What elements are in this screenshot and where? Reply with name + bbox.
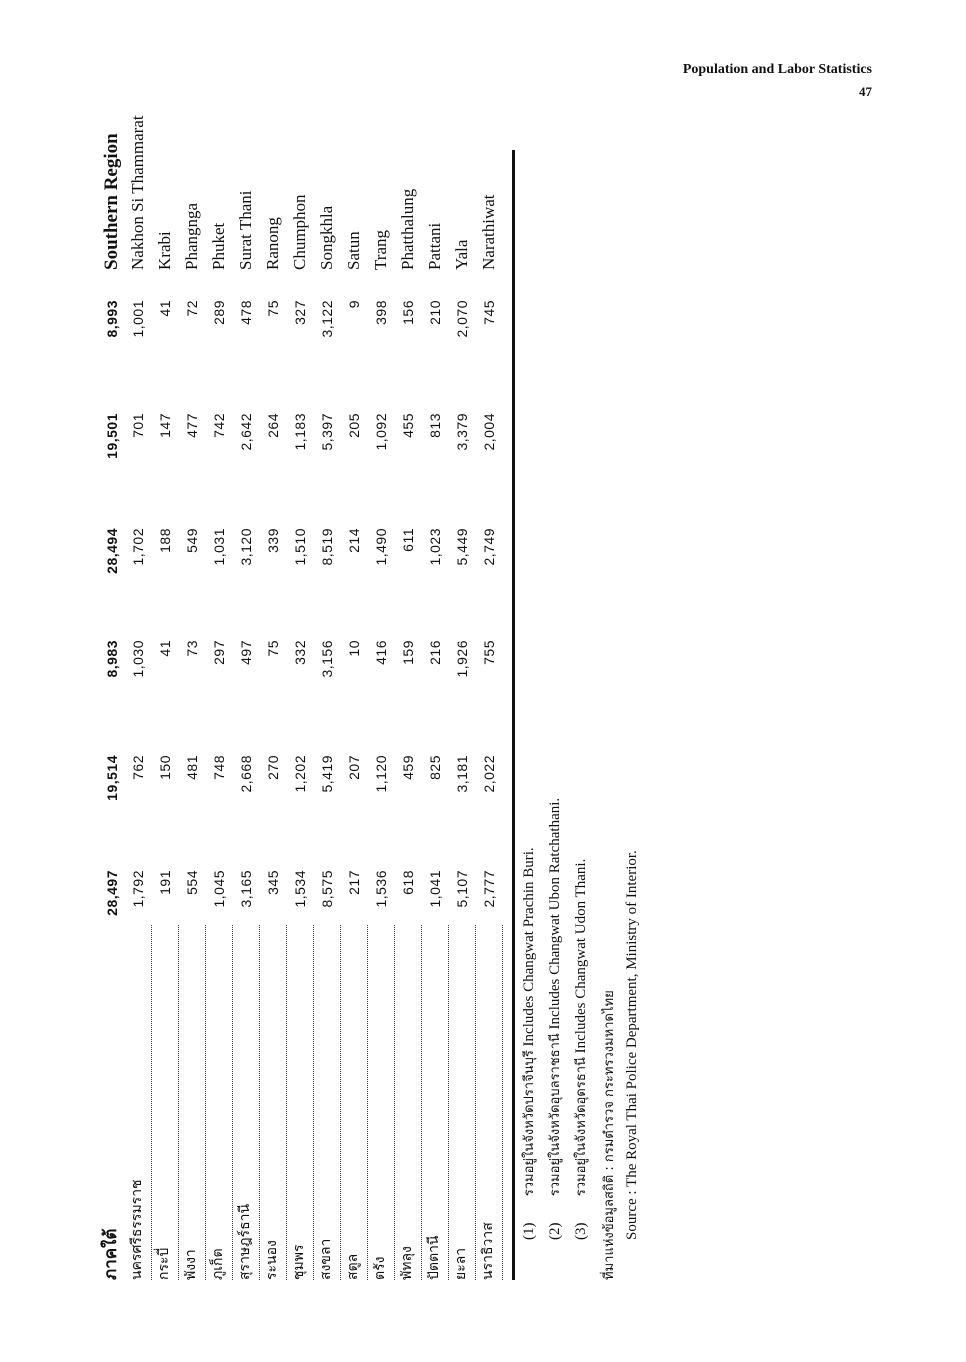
value-cell: 210 [427, 300, 443, 325]
thai-province-label: ยะลา [450, 925, 476, 1280]
value-cell: 745 [481, 300, 497, 325]
footnote-english: Includes Changwat Ubon Ratchathani. [547, 797, 563, 1030]
value-cell: 72 [184, 300, 200, 317]
value-cell: 1,536 [373, 870, 389, 908]
footnote [518, 798, 544, 1240]
thai-region-label: ภาคใต้ [101, 1228, 121, 1280]
table-row [450, 165, 476, 1280]
value-cell: 497 [238, 640, 254, 665]
value-cell: 19,514 [104, 755, 120, 801]
thai-province-label: ระนอง [261, 925, 287, 1280]
value-cell: 1,792 [130, 870, 146, 908]
value-cell: 75 [265, 640, 281, 657]
value-cell: 549 [184, 528, 200, 553]
thai-province-label: ชุมพร [288, 925, 314, 1280]
table-row [369, 165, 395, 1280]
value-cell: 3,181 [454, 755, 470, 793]
footnotes [518, 798, 596, 1240]
value-cell: 5,419 [319, 755, 335, 793]
table-row-total [100, 133, 126, 1280]
thai-province-label: กระบี่ [153, 925, 179, 1280]
thai-province-label: สตูล [342, 925, 368, 1280]
value-cell: 339 [265, 528, 281, 553]
value-cell: 327 [292, 300, 308, 325]
value-cell: 8,983 [104, 640, 120, 678]
value-cell: 264 [265, 413, 281, 438]
value-cell: 1,702 [130, 528, 146, 566]
table-row [423, 165, 449, 1280]
value-cell: 701 [130, 413, 146, 438]
table-row [342, 165, 368, 1280]
value-cell: 207 [346, 755, 362, 780]
thai-province-label: ปัตตานี [423, 925, 449, 1280]
value-cell: 3,156 [319, 640, 335, 678]
value-cell: 5,449 [454, 528, 470, 566]
table-row [234, 165, 260, 1280]
value-cell: 477 [184, 413, 200, 438]
value-cell: 205 [346, 413, 362, 438]
value-cell: 2,777 [481, 870, 497, 908]
footnote-english: Includes Changwat Udon Thani. [573, 858, 589, 1054]
value-cell: 3,379 [454, 413, 470, 451]
value-cell: 416 [373, 640, 389, 665]
value-cell: 1,045 [211, 870, 227, 908]
thai-province-label: พัทลุง [396, 925, 422, 1280]
value-cell: 5,397 [319, 413, 335, 451]
value-cell: 1,534 [292, 870, 308, 908]
thai-province-label: สุราษฎร์ธานี [234, 925, 260, 1280]
english-province-label: Phangnga [182, 202, 201, 270]
value-cell: 73 [184, 640, 200, 657]
table-bottom-rule [512, 150, 515, 1280]
value-cell: 10 [346, 640, 362, 657]
source-english: Source : The Royal Thai Police Department, Ministry of Interior. [624, 850, 640, 1240]
table-row [126, 115, 152, 1280]
value-cell: 2,004 [481, 413, 497, 451]
value-cell: 455 [400, 413, 416, 438]
value-cell: 1,023 [427, 528, 443, 566]
value-cell: 1,120 [373, 755, 389, 793]
value-cell: 217 [346, 870, 362, 895]
value-cell: 1,926 [454, 640, 470, 678]
value-cell: 825 [427, 755, 443, 780]
value-cell: 762 [130, 755, 146, 780]
value-cell: 742 [211, 413, 227, 438]
value-cell: 1,030 [130, 640, 146, 678]
value-cell: 3,165 [238, 870, 254, 908]
value-cell: 19,501 [104, 413, 120, 459]
footnote [570, 798, 596, 1240]
value-cell: 481 [184, 755, 200, 780]
value-cell: 3,122 [319, 300, 335, 338]
value-cell: 618 [400, 870, 416, 895]
value-cell: 8,575 [319, 870, 335, 908]
value-cell: 1,183 [292, 413, 308, 451]
value-cell: 75 [265, 300, 281, 317]
thai-province-label: ภูเก็ต [207, 925, 233, 1280]
english-province-label: Phatthalung [398, 188, 417, 270]
value-cell: 2,642 [238, 413, 254, 451]
value-cell: 216 [427, 640, 443, 665]
footnote-marker: (3) [573, 1222, 589, 1240]
table-row [207, 165, 233, 1280]
thai-province-label: นราธิวาส [477, 925, 503, 1280]
table-row [288, 165, 314, 1280]
value-cell: 28,494 [104, 528, 120, 574]
section-title: Population and Labor Statistics [682, 62, 872, 77]
value-cell: 191 [157, 870, 173, 895]
rotated-table-block [90, 115, 650, 1280]
table-row [315, 165, 341, 1280]
english-province-label: Nakhon Si Thammarat [128, 115, 147, 270]
table-row [477, 165, 503, 1280]
value-cell: 1,031 [211, 528, 227, 566]
english-province-label: Ranong [263, 217, 282, 270]
value-cell: 297 [211, 640, 227, 665]
english-province-label: Pattani [425, 222, 444, 270]
value-cell: 156 [400, 300, 416, 325]
table-row [180, 165, 206, 1280]
value-cell: 2,070 [454, 300, 470, 338]
footnote-marker: (1) [521, 1222, 537, 1240]
value-cell: 188 [157, 528, 173, 553]
value-cell: 459 [400, 755, 416, 780]
table-row [396, 165, 422, 1280]
value-cell: 2,668 [238, 755, 254, 793]
thai-province-label: พังงา [180, 925, 206, 1280]
footnote-marker: (2) [547, 1222, 563, 1240]
english-province-label: Songkhla [317, 205, 336, 270]
value-cell: 2,022 [481, 755, 497, 793]
source-thai: ที่มาแห่งข้อมูลสถิติ : กรมตำรวจ กระทรวงมหาดไทย [602, 990, 617, 1280]
english-province-label: Trang [371, 230, 390, 270]
value-cell: 8,993 [104, 300, 120, 338]
value-cell: 41 [157, 300, 173, 317]
value-cell: 755 [481, 640, 497, 665]
value-cell: 5,107 [454, 870, 470, 908]
footnote-thai: รวมอยู่ในจังหวัดอุดรธานี [574, 1057, 589, 1197]
value-cell: 611 [400, 528, 416, 552]
value-cell: 159 [400, 640, 416, 665]
value-cell: 41 [157, 640, 173, 657]
english-province-label: Satun [344, 231, 363, 270]
value-cell: 1,490 [373, 528, 389, 566]
value-cell: 748 [211, 755, 227, 780]
value-cell: 150 [157, 755, 173, 780]
thai-province-label: นครศรีธรรมราช [126, 925, 152, 1280]
value-cell: 289 [211, 300, 227, 325]
value-cell: 3,120 [238, 528, 254, 566]
value-cell: 813 [427, 413, 443, 438]
english-province-label: Narathiwat [479, 194, 498, 270]
value-cell: 28,497 [104, 870, 120, 916]
value-cell: 270 [265, 755, 281, 780]
value-cell: 332 [292, 640, 308, 665]
page-header [683, 62, 872, 100]
english-region-label: Southern Region [101, 133, 122, 270]
value-cell: 147 [157, 413, 173, 438]
english-province-label: Chumphon [290, 194, 309, 270]
value-cell: 1,510 [292, 528, 308, 566]
table-row [153, 165, 179, 1280]
value-cell: 8,519 [319, 528, 335, 566]
thai-province-label: สงขลา [315, 925, 341, 1280]
value-cell: 9 [346, 300, 362, 309]
table-row [261, 165, 287, 1280]
value-cell: 2,749 [481, 528, 497, 566]
thai-province-label: ตรัง [369, 925, 395, 1280]
value-cell: 1,001 [130, 300, 146, 338]
footnote-thai: รวมอยู่ในจังหวัดอุบลราชธานี [548, 1033, 563, 1197]
english-province-label: Surat Thani [236, 190, 255, 270]
value-cell: 1,092 [373, 413, 389, 451]
value-cell: 554 [184, 870, 200, 895]
value-cell: 1,041 [427, 870, 443, 908]
footnote-english: Includes Changwat Prachin Buri. [521, 847, 537, 1047]
english-province-label: Yala [452, 239, 471, 270]
page-number: 47 [859, 84, 872, 99]
english-province-label: Phuket [209, 222, 228, 270]
value-cell: 398 [373, 300, 389, 325]
value-cell: 214 [346, 528, 362, 553]
footnote-thai: รวมอยู่ในจังหวัดปราจีนบุรี [522, 1050, 537, 1197]
english-province-label: Krabi [155, 231, 174, 270]
value-cell: 478 [238, 300, 254, 325]
footnote [544, 798, 570, 1240]
value-cell: 345 [265, 870, 281, 895]
value-cell: 1,202 [292, 755, 308, 793]
